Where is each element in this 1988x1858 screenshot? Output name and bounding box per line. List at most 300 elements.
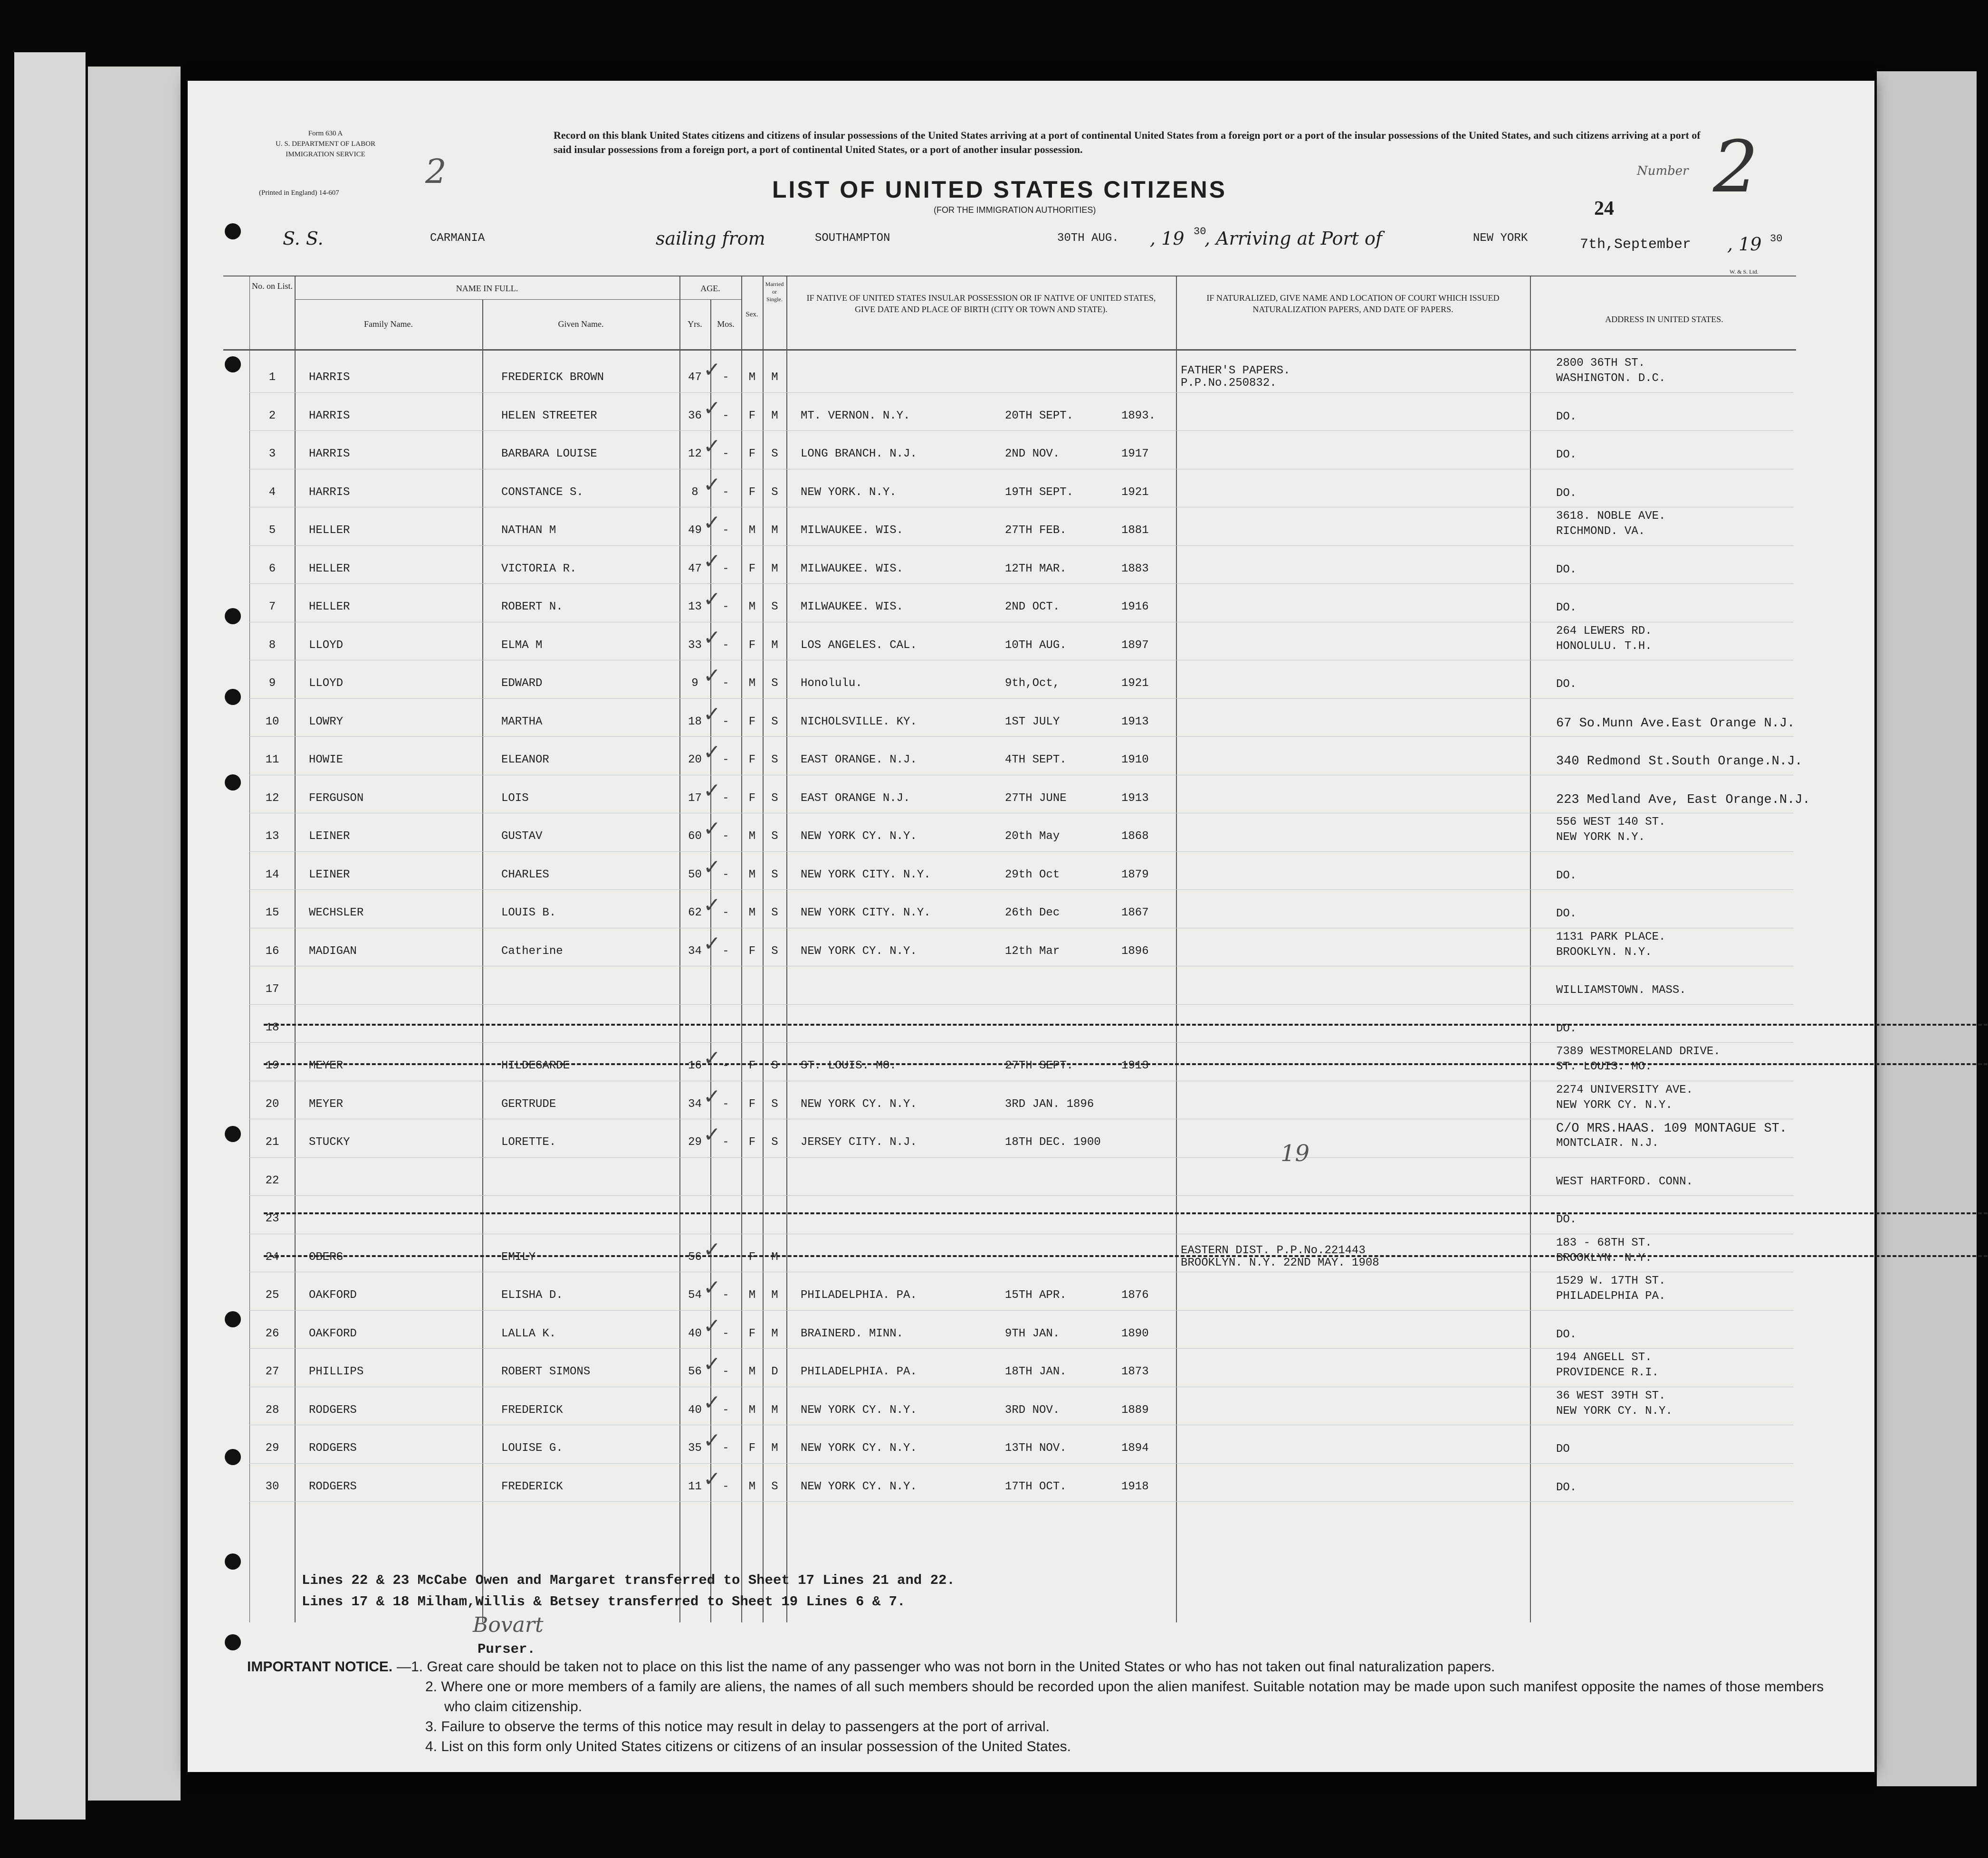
cell-given: LOIS: [501, 791, 529, 805]
row-rule: [249, 430, 1794, 431]
check-mark-icon: ✓: [703, 1390, 721, 1415]
cell-no: 29: [265, 1442, 279, 1455]
col-divider: [295, 276, 296, 1622]
cell-mos: -: [722, 1136, 729, 1149]
cell-given: LOUISE G.: [501, 1442, 563, 1455]
purser-signature: Bovart: [473, 1613, 544, 1637]
header-married-single: Married or Single.: [765, 281, 784, 303]
cell-mos: -: [722, 409, 729, 422]
cell-mos: -: [722, 638, 729, 652]
cell-yrs: 11: [688, 1480, 702, 1493]
punch-hole: [225, 1634, 241, 1650]
check-mark-icon: ✓: [703, 893, 721, 917]
cell-addr2: WILLIAMSTOWN. MASS.: [1556, 984, 1686, 997]
cell-no: 25: [265, 1289, 279, 1302]
purser-label: Purser.: [478, 1641, 535, 1657]
sheet-number: 24: [1594, 198, 1614, 219]
cell-year: 1889: [1121, 1403, 1149, 1417]
center-mark: 19: [1281, 1140, 1310, 1167]
record-notice: Record on this blank United States citizens and citizens of insular possessions of the United States arriving at a port of continental United States from a foreign port or a port of the insular possessions of the United States, and such citizens arriving at a port of said insular possessions from a foreign port, a port of continental United States, or a port of another insular possession.: [554, 129, 1701, 155]
binder-edge-right: [1877, 71, 1977, 1786]
cell-family: LLOYD: [309, 638, 344, 652]
cell-yrs: 56: [688, 1365, 702, 1378]
cell-ms: M: [771, 524, 778, 537]
header-given-name: Given Name.: [558, 319, 604, 329]
cell-ms: M: [771, 1289, 778, 1302]
cell-addr2: DO.: [1556, 563, 1577, 576]
arriving-label: , Arriving at Port of: [1204, 228, 1382, 249]
cell-date: 2ND OCT.: [1005, 600, 1060, 613]
cell-sex: F: [748, 944, 756, 958]
header-address: ADDRESS IN UNITED STATES.: [1605, 314, 1723, 324]
col-divider: [482, 299, 483, 1622]
check-mark-icon: ✓: [703, 1046, 721, 1070]
check-mark-icon: ✓: [703, 1123, 721, 1147]
number-value: 2: [1713, 126, 1759, 209]
cell-yrs: 16: [688, 1059, 702, 1072]
check-mark-icon: ✓: [703, 1467, 721, 1491]
cell-yrs: 34: [688, 1097, 702, 1111]
cell-sex: F: [748, 1250, 756, 1264]
punch-hole: [225, 774, 241, 791]
cell-mos: -: [722, 1365, 729, 1378]
cell-yrs: 9: [691, 677, 698, 690]
cell-date: 20th May: [1005, 830, 1060, 843]
cell-family: HELLER: [309, 524, 350, 537]
row-rule: [249, 698, 1794, 699]
cell-date: 12th Mar: [1005, 944, 1060, 958]
header-sex: Sex.: [746, 311, 758, 318]
row-rule: [249, 1004, 1794, 1005]
check-mark-icon: ✓: [703, 472, 721, 497]
cell-given: Catherine: [501, 944, 563, 958]
cell-year: 1896: [1121, 944, 1149, 958]
punch-hole: [225, 1311, 241, 1327]
page-subtitle: (FOR THE IMMIGRATION AUTHORITIES): [934, 205, 1096, 215]
cell-family: HARRIS: [309, 371, 350, 384]
cell-mos: -: [722, 868, 729, 881]
cell-year: 1897: [1121, 638, 1149, 652]
cell-place: NEW YORK CY. N.Y.: [801, 944, 917, 958]
cell-no: 24: [265, 1250, 279, 1264]
cell-sex: M: [748, 600, 756, 613]
cell-ms: M: [771, 638, 778, 652]
cell-family: RODGERS: [309, 1403, 357, 1417]
row-rule: [249, 736, 1794, 737]
cell-mos: -: [722, 1250, 729, 1264]
check-mark-icon: ✓: [703, 664, 721, 688]
col-divider: [710, 299, 711, 1622]
transfer-note-17-18: Lines 17 & 18 Milham,Willis & Betsey transferred to Sheet 19 Lines 6 & 7.: [302, 1594, 906, 1610]
cell-no: 16: [265, 944, 279, 958]
cell-given: NATHAN M: [501, 524, 556, 537]
strike-line-row-22: [264, 1212, 1988, 1214]
cell-nat2: BROOKLYN. N.Y. 22ND MAY. 1908: [1181, 1256, 1379, 1269]
cell-year: 1910: [1121, 753, 1149, 766]
check-mark-icon: ✓: [703, 396, 721, 420]
punch-hole: [225, 223, 241, 239]
cell-given: LOUIS B.: [501, 906, 556, 919]
cell-mos: -: [722, 1327, 729, 1340]
header-name-in-full: NAME IN FULL.: [456, 284, 518, 293]
cell-family: HOWIE: [309, 753, 344, 766]
cell-place: NEW YORK CITY. N.Y.: [801, 906, 931, 919]
col-divider: [1176, 276, 1177, 1622]
ss-label: S. S.: [283, 228, 324, 249]
col-divider: [786, 276, 787, 1622]
notice-item-2: 2. Where one or more members of a family are aliens, the names of all such members should be recorded upon the alien manifest. Suitable notation may be made upon such manifest opposite the names of those members who claim citizenship.: [425, 1679, 1824, 1715]
cell-year: 1893.: [1121, 409, 1156, 422]
cell-addr1: 1131 PARK PLACE.: [1556, 930, 1666, 943]
cell-given: ROBERT SIMONS: [501, 1365, 591, 1378]
cell-addr2: 67 So.Munn Ave.East Orange N.J.: [1556, 716, 1795, 731]
cell-given: FREDERICK: [501, 1480, 563, 1493]
cell-family: HARRIS: [309, 448, 350, 460]
cell-given: GERTRUDE: [501, 1097, 556, 1111]
cell-addr2: BROOKLYN. N.Y.: [1556, 945, 1652, 959]
cell-given: MARTHA: [501, 715, 543, 728]
cell-no: 1: [268, 371, 276, 384]
cell-mos: -: [722, 448, 729, 460]
cell-given: HILDEGARDE: [501, 1059, 570, 1072]
row-rule: [249, 851, 1794, 852]
cell-no: 28: [265, 1403, 279, 1417]
cell-no: 6: [268, 562, 276, 575]
cell-place: PHILADELPHIA. PA.: [801, 1365, 917, 1378]
cell-addr2: DO.: [1556, 448, 1577, 461]
col-divider: [763, 276, 764, 1622]
punch-hole: [225, 1449, 241, 1465]
table-header-divider: [223, 349, 1796, 351]
cell-date: 18TH JAN.: [1005, 1365, 1067, 1378]
number-label: Number: [1637, 164, 1689, 178]
cell-no: 17: [265, 983, 279, 996]
notice-item-3: 3. Failure to observe the terms of this notice may result in delay to passengers at the port of arrival.: [425, 1719, 1050, 1734]
cell-ms: S: [771, 1097, 778, 1111]
cell-year: 1883: [1121, 562, 1149, 575]
cell-sex: F: [748, 715, 756, 728]
cell-yrs: 29: [688, 1136, 702, 1149]
check-mark-icon: ✓: [703, 587, 721, 611]
cell-no: 21: [265, 1136, 279, 1149]
ship-name: CARMANIA: [430, 232, 485, 245]
cell-addr1: 2800 36TH ST.: [1556, 357, 1645, 370]
cell-year: 1879: [1121, 868, 1149, 881]
departure-date: 30TH AUG.: [1057, 232, 1119, 245]
check-mark-icon: ✓: [703, 1276, 721, 1300]
check-mark-icon: ✓: [703, 511, 721, 535]
cell-place: BRAINERD. MINN.: [801, 1327, 904, 1340]
cell-family: OBERG: [309, 1250, 344, 1264]
cell-year: 1890: [1121, 1327, 1149, 1340]
cell-year: 1921: [1121, 677, 1149, 690]
cell-addr2: DO.: [1556, 678, 1577, 691]
cell-given: LALLA K.: [501, 1327, 556, 1340]
cell-mos: -: [722, 1403, 729, 1417]
cell-place: MILWAUKEE. WIS.: [801, 562, 904, 575]
departure-port: SOUTHAMPTON: [815, 232, 890, 245]
cell-addr2: PROVIDENCE R.I.: [1556, 1366, 1659, 1379]
cell-given: LORETTE.: [501, 1136, 556, 1149]
cell-no: 22: [265, 1174, 279, 1187]
row-rule: [249, 545, 1794, 546]
notice-item-4: 4. List on this form only United States citizens or citizens of an insular possession of the United States.: [425, 1739, 1071, 1754]
cell-year: 1917: [1121, 448, 1149, 460]
cell-addr2: DO.: [1556, 1328, 1577, 1341]
cell-sex: F: [748, 1097, 756, 1111]
cell-given: ROBERT N.: [501, 600, 563, 613]
cell-sex: F: [748, 1442, 756, 1455]
form-number: Form 630 A: [308, 130, 343, 137]
cell-mos: -: [722, 524, 729, 537]
cell-sex: M: [748, 906, 756, 919]
check-mark-icon: ✓: [703, 817, 721, 841]
cell-family: HELLER: [309, 562, 350, 575]
cell-sex: F: [748, 562, 756, 575]
cell-ms: S: [771, 1480, 778, 1493]
cell-addr2: NEW YORK N.Y.: [1556, 831, 1645, 844]
notice-item-1: —1. Great care should be taken not to place on this list the name of any passenger who was not born in the United States or who has not taken out final naturalization papers.: [397, 1659, 1495, 1675]
cell-sex: F: [748, 1059, 756, 1072]
cell-given: ELMA M: [501, 638, 543, 652]
row-rule: [249, 1463, 1794, 1464]
cell-place: MT. VERNON. N.Y.: [801, 409, 910, 422]
cell-year: 1873: [1121, 1365, 1149, 1378]
cell-addr2: NEW YORK CY. N.Y.: [1556, 1404, 1673, 1418]
cell-date: 15TH APR.: [1005, 1289, 1067, 1302]
cell-yrs: 40: [688, 1403, 702, 1417]
cell-date: 27TH FEB.: [1005, 524, 1067, 537]
cell-addr2: DO.: [1556, 486, 1577, 500]
cell-place: MILWAUKEE. WIS.: [801, 600, 904, 613]
cell-yrs: 60: [688, 830, 702, 843]
row-rule: [249, 1195, 1794, 1196]
cell-mos: -: [722, 562, 729, 575]
cell-family: PHILLIPS: [309, 1365, 364, 1378]
cell-date: 9TH JAN.: [1005, 1327, 1060, 1340]
check-mark-icon: ✓: [703, 855, 721, 879]
header-months: Mos.: [717, 319, 735, 329]
cell-year: 1881: [1121, 524, 1149, 537]
cell-addr2: 223 Medland Ave, East Orange.N.J.: [1556, 792, 1810, 807]
cell-addr2: DO.: [1556, 1213, 1577, 1226]
cell-place: NEW YORK. N.Y.: [801, 486, 897, 499]
cell-no: 19: [265, 1059, 279, 1072]
check-mark-icon: ✓: [703, 931, 721, 956]
cell-ms: S: [771, 791, 778, 805]
cell-date: 19TH SEPT.: [1005, 486, 1074, 499]
punch-hole: [225, 1126, 241, 1142]
cell-addr1: 7389 WESTMORELAND DRIVE.: [1556, 1045, 1720, 1058]
punch-hole: [225, 608, 241, 624]
cell-addr1: 1529 W. 17TH ST.: [1556, 1275, 1666, 1287]
cell-no: 20: [265, 1097, 279, 1111]
header-list-no: No. on List.: [251, 281, 293, 291]
cell-ms: M: [771, 562, 778, 575]
cell-ms: S: [771, 486, 778, 499]
row-rule: [249, 583, 1794, 584]
cell-no: 9: [268, 677, 276, 690]
arrival-date: 7th,September: [1580, 237, 1692, 253]
binder-edge-left: [14, 52, 86, 1820]
cell-year: 1913: [1121, 1059, 1149, 1072]
cell-given: EMILY: [501, 1250, 536, 1264]
cell-year: 1918: [1121, 1480, 1149, 1493]
cell-addr2: ST. LOUIS. MO.: [1556, 1060, 1652, 1073]
cell-year: 1867: [1121, 906, 1149, 919]
cell-given: FREDERICK BROWN: [501, 371, 604, 384]
cell-yrs: 40: [688, 1327, 702, 1340]
cell-mos: -: [722, 600, 729, 613]
cell-yrs: 36: [688, 409, 702, 422]
cell-sex: M: [748, 1480, 756, 1493]
col-divider: [741, 276, 742, 1622]
col-divider: [249, 276, 250, 1622]
cell-given: VICTORIA R.: [501, 562, 577, 575]
cell-addr2: NEW YORK CY. N.Y.: [1556, 1098, 1673, 1112]
cell-date: 4TH SEPT.: [1005, 753, 1067, 766]
cell-nat2: P.P.No.250832.: [1181, 377, 1277, 390]
cell-family: MADIGAN: [309, 944, 357, 958]
col-divider: [679, 276, 680, 1622]
cell-date: 27TH SEPT.: [1005, 1059, 1074, 1072]
cell-year: 1913: [1121, 715, 1149, 728]
cell-sex: F: [748, 1136, 756, 1149]
cell-yrs: 62: [688, 906, 702, 919]
row-rule: [249, 889, 1794, 890]
cell-addr2: DO: [1556, 1443, 1570, 1456]
cell-mos: -: [722, 791, 729, 805]
cell-mos: -: [722, 944, 729, 958]
cell-place: NEW YORK CY. N.Y.: [801, 1403, 917, 1417]
form-service: IMMIGRATION SERVICE: [286, 151, 365, 158]
cell-mos: -: [722, 486, 729, 499]
check-mark-icon: ✓: [703, 434, 721, 458]
cell-yrs: 35: [688, 1442, 702, 1455]
punch-hole: [225, 1553, 241, 1570]
cell-place: JERSEY CITY. N.J.: [801, 1136, 917, 1149]
cell-ms: D: [771, 1365, 778, 1378]
cell-family: MEYER: [309, 1059, 344, 1072]
form-identifier: [249, 128, 401, 160]
cell-place: PHILADELPHIA. PA.: [801, 1289, 917, 1302]
cell-yrs: 8: [691, 486, 698, 499]
cell-year: 1876: [1121, 1289, 1149, 1302]
cell-date: 17TH OCT.: [1005, 1480, 1067, 1493]
strike-line-row-18: [264, 1063, 1988, 1065]
cell-family: RODGERS: [309, 1480, 357, 1493]
cell-mos: -: [722, 1289, 729, 1302]
cell-addr2: RICHMOND. VA.: [1556, 525, 1645, 538]
cell-sex: M: [748, 1403, 756, 1417]
cell-addr1: 556 WEST 140 ST.: [1556, 816, 1666, 829]
printed-note: (Printed in England) 14-607: [259, 189, 339, 197]
cell-date: 3RD NOV.: [1005, 1403, 1060, 1417]
cell-family: FERGUSON: [309, 791, 364, 805]
cell-no: 18: [265, 1021, 279, 1034]
cell-family: OAKFORD: [309, 1289, 357, 1302]
cell-addr1: 36 WEST 39TH ST.: [1556, 1389, 1666, 1402]
cell-place: NEW YORK CY. N.Y.: [801, 1442, 917, 1455]
name-subheader-line: [295, 299, 679, 300]
cell-ms: S: [771, 753, 778, 766]
arrival-year-prefix: , 19: [1727, 234, 1762, 255]
cell-sex: M: [748, 830, 756, 843]
cell-addr2: BROOKLYN. N.Y.: [1556, 1251, 1652, 1265]
cell-mos: -: [722, 1097, 729, 1111]
check-mark-icon: ✓: [703, 1429, 721, 1453]
check-mark-icon: ✓: [703, 358, 721, 382]
cell-addr2: WEST HARTFORD. CONN.: [1556, 1175, 1693, 1188]
check-mark-icon: ✓: [703, 625, 721, 650]
header-naturalized: IF NATURALIZED, GIVE NAME AND LOCATION OF COURT WHICH ISSUED NATURALIZATION PAPERS, AND DATE OF PAPERS.: [1206, 293, 1500, 314]
check-mark-icon: ✓: [703, 778, 721, 803]
cell-place: EAST ORANGE. N.J.: [801, 753, 917, 766]
punch-hole: [225, 689, 241, 705]
cell-sex: F: [748, 448, 756, 460]
cell-date: 18TH DEC. 1900: [1005, 1136, 1101, 1149]
cell-ms: S: [771, 600, 778, 613]
cell-no: 12: [265, 791, 279, 805]
cell-mos: -: [722, 906, 729, 919]
cell-family: HARRIS: [309, 486, 350, 499]
cell-sex: M: [748, 1365, 756, 1378]
cell-yrs: 13: [688, 600, 702, 613]
strike-line-row-23: [264, 1255, 1988, 1257]
cell-sex: M: [748, 677, 756, 690]
cell-date: 1ST JULY: [1005, 715, 1060, 728]
cell-yrs: 18: [688, 715, 702, 728]
cell-sex: M: [748, 1289, 756, 1302]
cell-addr2: DO.: [1556, 601, 1577, 614]
cell-yrs: 56: [688, 1250, 702, 1264]
cell-family: LLOYD: [309, 677, 344, 690]
cell-no: 7: [268, 600, 276, 613]
cell-no: 10: [265, 715, 279, 728]
cell-addr2: DO.: [1556, 907, 1577, 920]
cell-year: 1921: [1121, 486, 1149, 499]
cell-place: Honolulu.: [801, 677, 862, 690]
cell-sex: F: [748, 791, 756, 805]
cell-ms: S: [771, 868, 778, 881]
cell-place: NEW YORK CITY. N.Y.: [801, 868, 931, 881]
arrival-year: 30: [1770, 233, 1783, 245]
cell-nat1: EASTERN DIST. P.P.No.221443: [1181, 1244, 1366, 1257]
cell-date: 27TH JUNE: [1005, 791, 1067, 805]
row-rule: [249, 1348, 1794, 1349]
cell-no: 30: [265, 1480, 279, 1493]
cell-family: LEINER: [309, 868, 350, 881]
punch-hole: [225, 356, 241, 372]
cell-year: 1894: [1121, 1442, 1149, 1455]
cell-ms: S: [771, 830, 778, 843]
cell-given: HELEN STREETER: [501, 409, 597, 422]
cell-yrs: 20: [688, 753, 702, 766]
cell-year: 1913: [1121, 791, 1149, 805]
cell-given: BARBARA LOUISE: [501, 448, 597, 460]
cell-no: 3: [268, 448, 276, 460]
cell-yrs: 17: [688, 791, 702, 805]
cell-sex: F: [748, 753, 756, 766]
cell-family: LEINER: [309, 830, 350, 843]
cell-date: 12TH MAR.: [1005, 562, 1067, 575]
cell-mos: -: [722, 1480, 729, 1493]
printer-mark: W. & S. Ltd.: [1730, 268, 1759, 275]
cell-no: 23: [265, 1212, 279, 1225]
row-rule: [249, 1042, 1794, 1043]
strike-line-row-17: [264, 1024, 1988, 1026]
cell-nat1: FATHER'S PAPERS.: [1181, 364, 1290, 377]
